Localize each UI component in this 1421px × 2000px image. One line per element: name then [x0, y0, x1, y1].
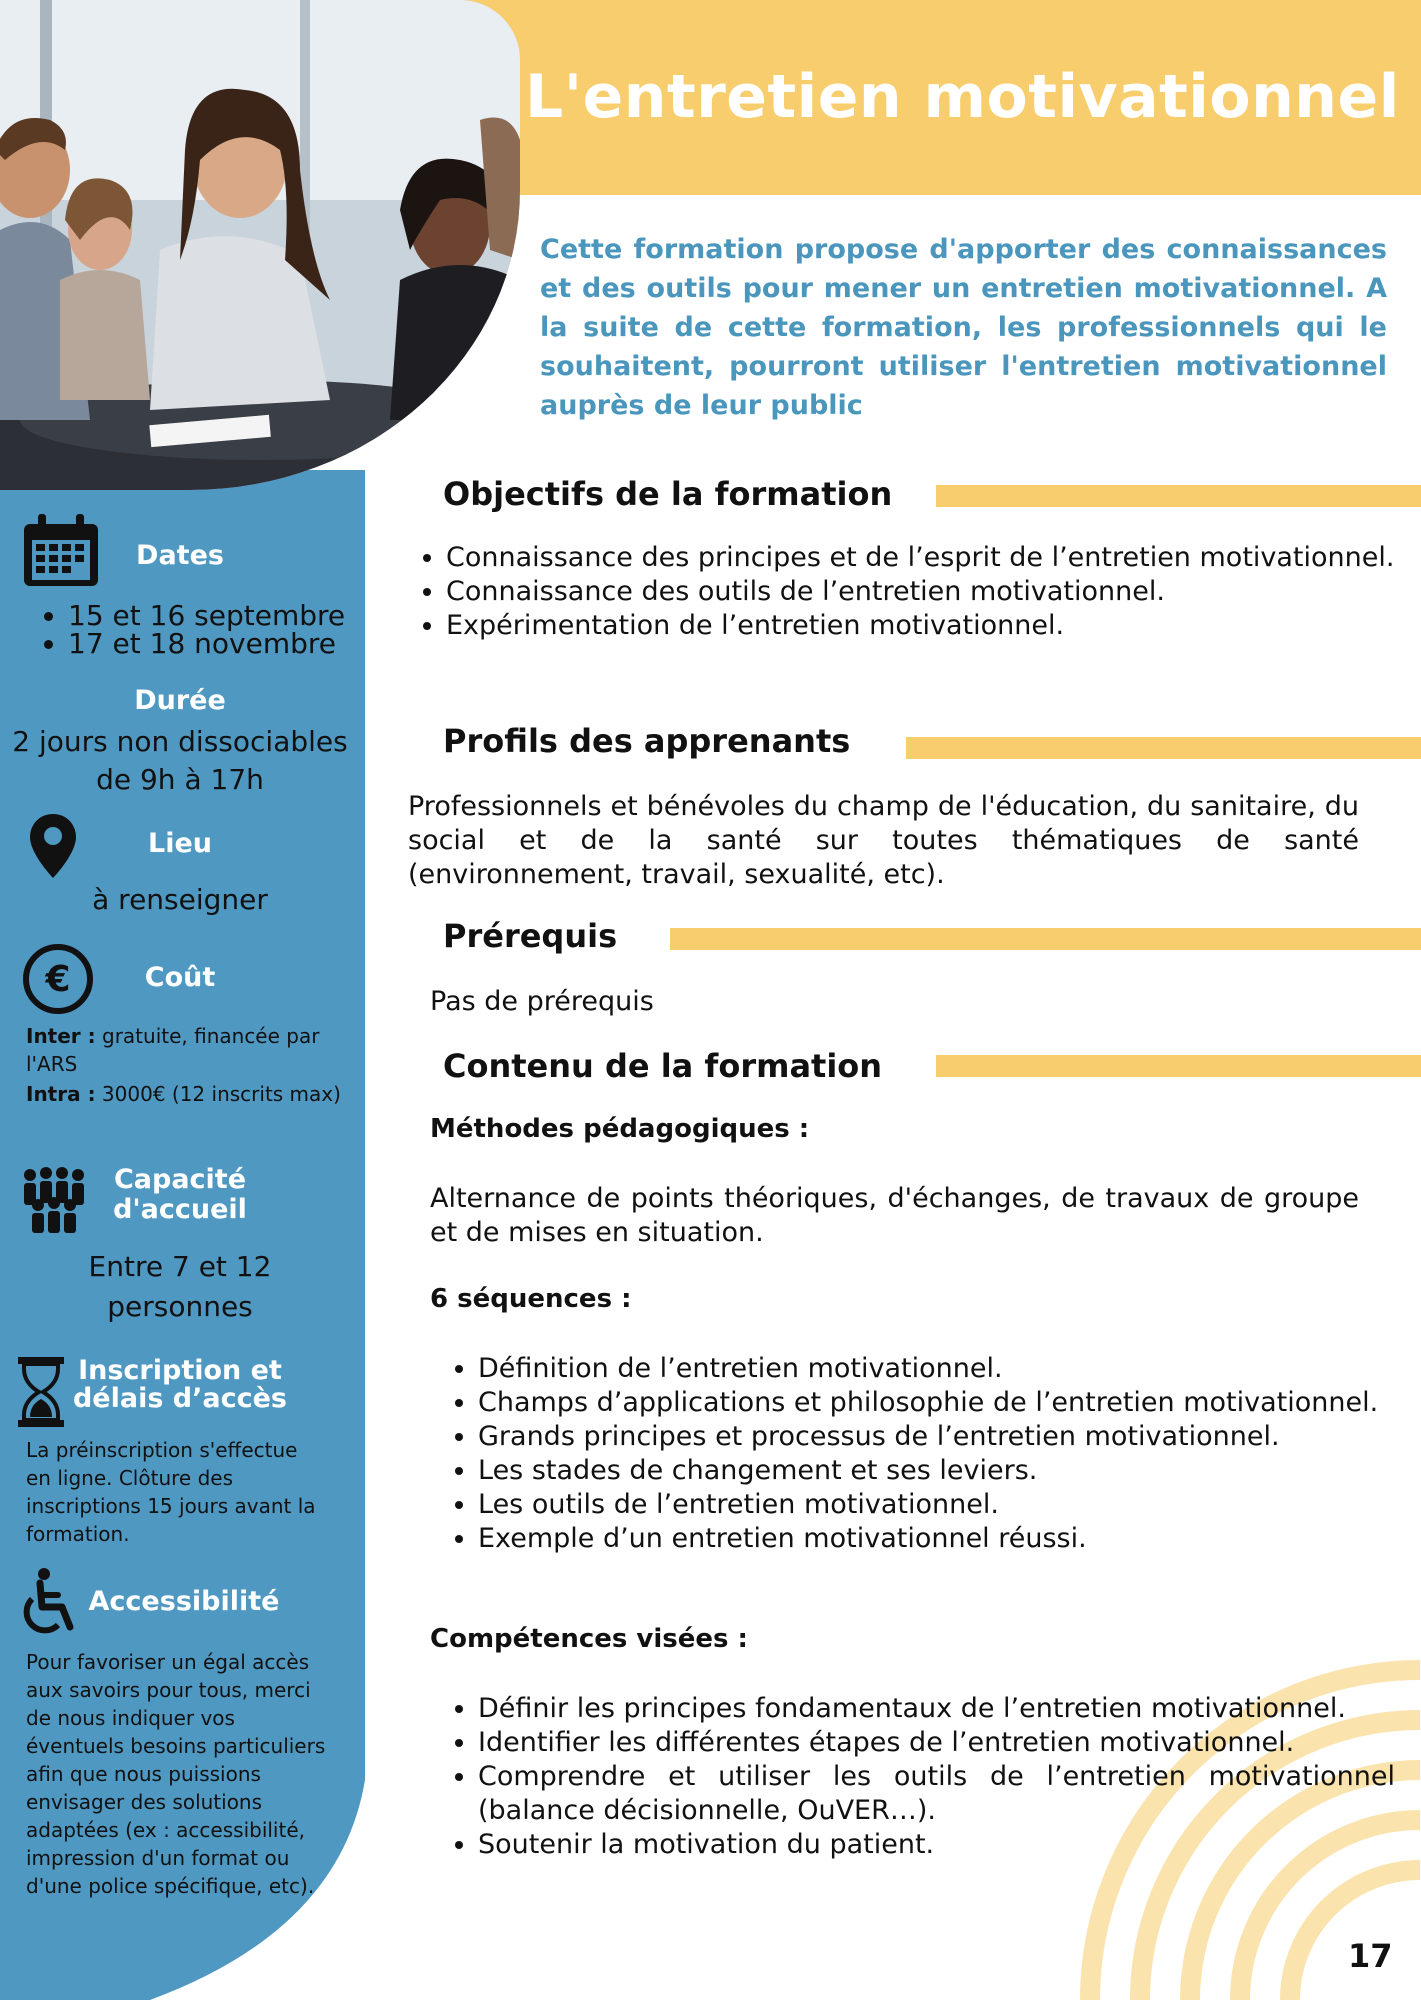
calendar-icon — [20, 512, 102, 590]
intro-paragraph: Cette formation propose d'apporter des connaissances et des outils pour mener un entretien motivationnel. A la suite de cette formation, les professionnels qui le souhaitent, pourront utiliser l'entretien motivationnel auprès de leur public — [540, 234, 1387, 421]
duree-heading: Durée — [134, 685, 226, 716]
list-item: • Grands principes et processus de l’entretien motivationnel. — [478, 1420, 1395, 1454]
prerequis-title: Prérequis — [443, 917, 618, 955]
section-bar — [670, 928, 1421, 950]
cout-inter — [26, 1022, 356, 1078]
cout-inter-text: gratuite, financée par l'ARS — [26, 1024, 320, 1076]
methodes-text: Alternance de points théoriques, d'échanges, de travaux de groupe et de mises en situation. — [430, 1183, 1359, 1248]
objectifs-title: Objectifs de la formation — [443, 475, 893, 513]
cout-inter-label: Inter : — [26, 1024, 96, 1048]
methodes-heading: Méthodes pédagogiques : — [430, 1114, 810, 1144]
inscription-heading — [70, 1357, 290, 1413]
sequences-heading: 6 séquences : — [430, 1284, 632, 1314]
lieu-heading: Lieu — [148, 828, 212, 859]
inscription-text: La préinscription s'effectue en ligne. Clôture des inscriptions 15 jours avant la formation. — [26, 1438, 316, 1546]
contenu-title: Contenu de la formation — [443, 1047, 883, 1085]
capacite-line2: personnes — [107, 1290, 253, 1323]
cout-intra — [26, 1080, 356, 1108]
capacite-heading — [90, 1165, 270, 1225]
list-item: • Expérimentation de l’entretien motivationnel. — [446, 609, 1395, 643]
cout-heading: Coût — [144, 962, 216, 993]
capacite-line1: Entre 7 et 12 — [88, 1250, 272, 1283]
section-bar — [906, 737, 1421, 759]
header-photo — [0, 0, 520, 490]
list-item: • Les outils de l’entretien motivationnel. — [478, 1488, 1395, 1522]
profils-text: Professionnels et bénévoles du champ de l'éducation, du sanitaire, du social et de la santé sur toutes thématiques de santé (environnement, travail, sexualité, etc). — [408, 791, 1359, 890]
cout-intra-label: Intra : — [26, 1082, 96, 1106]
accessibilite-text: Pour favoriser un égal accès aux savoirs pour tous, merci de nous indiquer vos éventuels besoins particuliers afin que nous puissions envisager des solutions adaptées (ex : accessibilité, impression d'un format ou d'une police spécifique, etc). — [26, 1650, 326, 1898]
list-item: • Les stades de changement et ses leviers. — [478, 1454, 1395, 1488]
section-bar — [936, 1055, 1421, 1077]
list-item: • Définition de l’entretien motivationnel. — [478, 1352, 1395, 1386]
objectifs-list — [410, 541, 1395, 643]
sequences-list — [442, 1352, 1395, 1556]
inscription-heading-line1: Inscription et — [78, 1355, 282, 1386]
dates-heading: Dates — [136, 540, 224, 571]
capacite-heading-line2: d'accueil — [113, 1194, 247, 1225]
profils-title: Profils des apprenants — [443, 722, 851, 760]
dates-list — [30, 599, 398, 660]
capacite-heading-line1: Capacité — [113, 1164, 247, 1195]
svg-text:€: € — [45, 959, 71, 1000]
list-item: • Définir les principes fondamentaux de l’entretien motivationnel. — [478, 1692, 1395, 1726]
duree-line1: 2 jours non dissociables — [12, 725, 348, 758]
list-item: • Comprendre et utiliser les outils de l’entretien motivationnel (balance décisionnelle, OuVER…). — [478, 1760, 1395, 1828]
group-icon — [18, 1165, 90, 1235]
competences-list — [442, 1692, 1395, 1862]
list-item: • Connaissance des outils de l’entretien motivationnel. — [446, 575, 1395, 609]
duree-line2: de 9h à 17h — [96, 763, 264, 796]
hourglass-icon — [16, 1355, 66, 1429]
list-item: • Identifier les différentes étapes de l’entretien motivationnel. — [478, 1726, 1395, 1760]
prerequis-text: Pas de prérequis — [430, 986, 654, 1017]
list-item: • 17 et 18 novembre — [68, 630, 398, 658]
lieu-text: à renseigner — [92, 883, 268, 916]
section-bar — [936, 485, 1421, 507]
cout-intra-text: 3000€ (12 inscrits max) — [101, 1082, 341, 1106]
inscription-heading-line2: délais d’accès — [72, 1383, 288, 1414]
competences-heading: Compétences visées : — [430, 1624, 748, 1654]
list-item: • Soutenir la motivation du patient. — [478, 1828, 1395, 1862]
page-number: 17 — [1348, 1937, 1393, 1975]
list-item: • Champs d’applications et philosophie de l’entretien motivationnel. — [478, 1386, 1395, 1420]
euro-icon — [22, 943, 94, 1015]
wheelchair-icon — [18, 1567, 80, 1639]
page-title: L'entretien motivationnel — [525, 62, 1400, 132]
accessibilite-heading: Accessibilité — [88, 1586, 280, 1617]
location-pin-icon — [28, 812, 78, 880]
list-item: • 15 et 16 septembre — [68, 602, 398, 630]
list-item: • Exemple d’un entretien motivationnel réussi. — [478, 1522, 1395, 1556]
list-item: • Connaissance des principes et de l’esprit de l’entretien motivationnel. — [446, 541, 1395, 575]
